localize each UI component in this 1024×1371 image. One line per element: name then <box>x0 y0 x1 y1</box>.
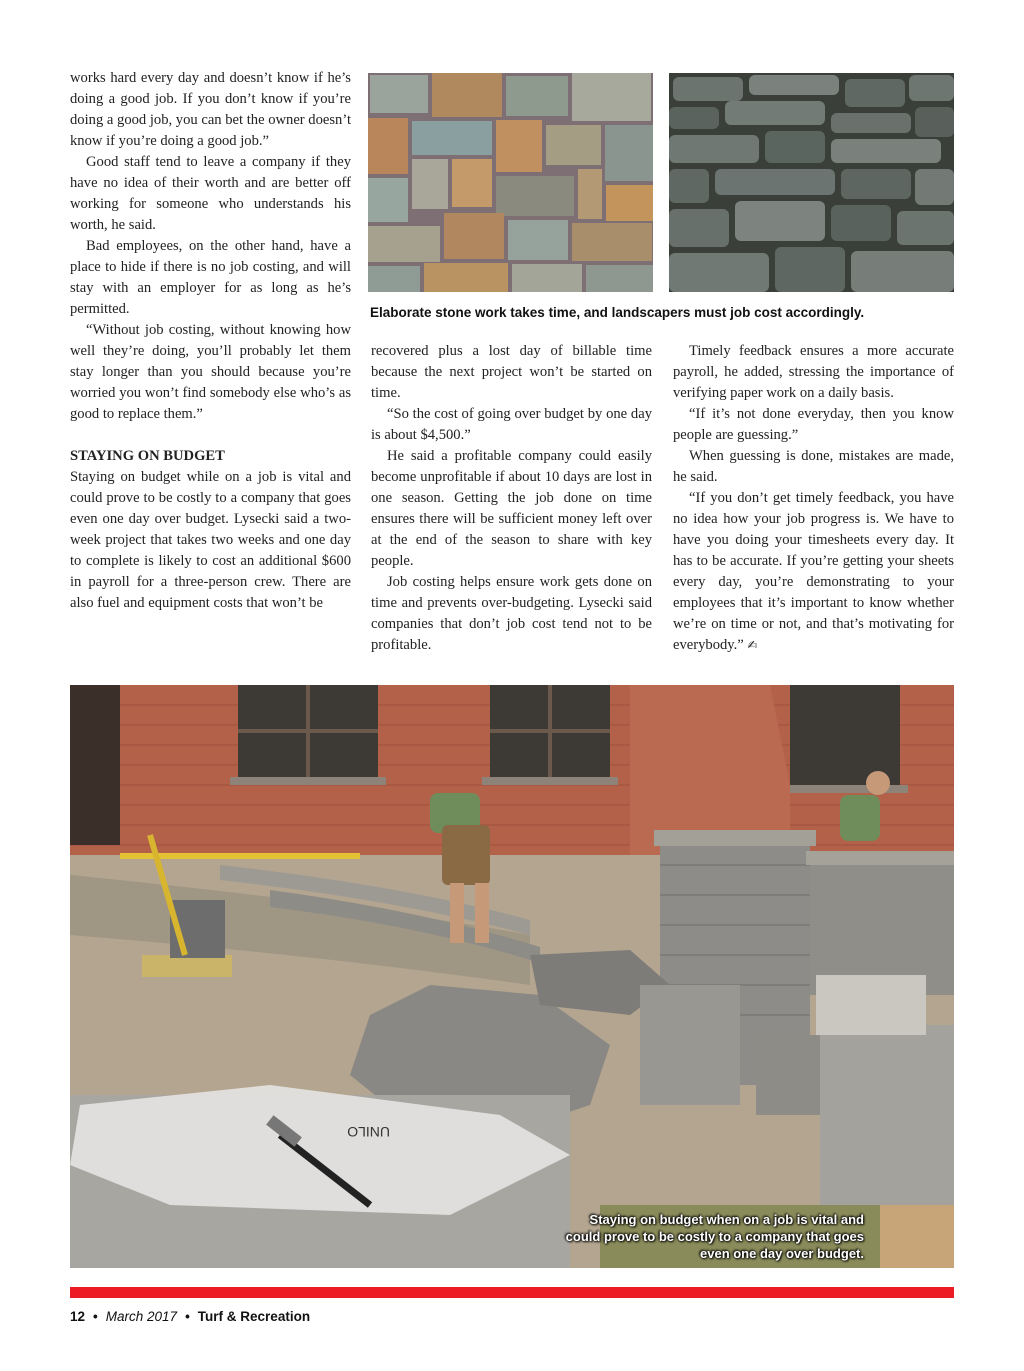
article-column-3 <box>673 341 954 656</box>
paragraph-text: “If you don’t get timely feedback, you have no idea how your job progress is. We have to have you doing your timesheets every day. It has to be accurate. If you’re getting your sheets every day, you’re demonstrating to your employees that it’s important to know whether we’re on time or not, and that’s motivating for everybody.” <box>673 490 954 653</box>
paragraph: works hard every day and doesn’t know if he’s doing a good job. If you don’t know if you’re doing a good job, you can bet the owner doesn’t know if you’re doing a good job.” <box>70 70 352 149</box>
footer-separator: • <box>93 1309 98 1324</box>
article-column-1 <box>70 68 351 614</box>
end-of-article-icon: ✍ <box>747 638 758 652</box>
article-column-2 <box>371 341 652 656</box>
paragraph: He said a profitable company could easily become unprofitable if about 10 days are lost in one season. Getting the job done on time ensures there will be sufficient money left over at the end of the season to share with key people. <box>371 448 652 569</box>
page-footer <box>70 1309 310 1324</box>
paragraph: When guessing is done, mistakes are made, he said. <box>673 448 954 485</box>
photo-flagstone-wall <box>368 73 653 292</box>
paver-wrap-stamp: UNILO <box>347 1124 390 1140</box>
magazine-name: Turf & Recreation <box>197 1309 311 1324</box>
footer-separator: • <box>185 1309 190 1324</box>
paragraph <box>673 488 954 656</box>
paragraph: Timely feedback ensures a more accurate payroll, he added, stressing the importance of verifying paper work on a daily basis. <box>673 343 954 401</box>
paragraph: Staying on budget while on a job is vital and could prove to be costly to a company that goes even one day over budget. Lysecki said a two-week project that takes two weeks and one day to complete is likely to cost an additional $600 in payroll for a three-person crew. There are also fuel and equipment costs that won’t be <box>70 469 351 611</box>
page-number: 12 <box>70 1309 86 1324</box>
section-heading: STAYING ON BUDGET <box>70 448 225 464</box>
footer-accent-bar <box>70 1287 954 1298</box>
issue-date: March 2017 <box>105 1309 178 1324</box>
paragraph: recovered plus a lost day of billable time because the next project won’t be started on time. <box>371 343 652 401</box>
paragraph: “If it’s not done everyday, then you know people are guessing.” <box>673 406 954 443</box>
paragraph: Bad employees, on the other hand, have a place to hide if there is no job costing, and will stay with an employer for as long as he’s permitted. <box>70 238 351 317</box>
photo-caption-stone-work: Elaborate stone work takes time, and landscapers must job cost accordingly. <box>370 305 865 320</box>
paragraph: “Without job costing, without knowing how well they’re doing, you’ll probably let them stay longer than you should because you’re worried you won’t find somebody else who’s as good to replace them.” <box>70 322 351 422</box>
paragraph: “So the cost of going over budget by one day is about $4,500.” <box>371 406 652 443</box>
paragraph: Good staff tend to leave a company if they have no idea of their worth and are better off working for someone who understands his worth, he said. <box>70 154 351 233</box>
photo-patio-construction <box>70 685 954 1268</box>
photo-caption-patio: Staying on budget when on a job is vital and could prove to be costly to a company that goes even one day over budget. <box>565 1212 864 1261</box>
photo-stacked-stone-wall <box>669 73 954 292</box>
paragraph: Job costing helps ensure work gets done on time and prevents over-budgeting. Lysecki said companies that don’t job cost tend not to be profitable. <box>371 574 652 653</box>
